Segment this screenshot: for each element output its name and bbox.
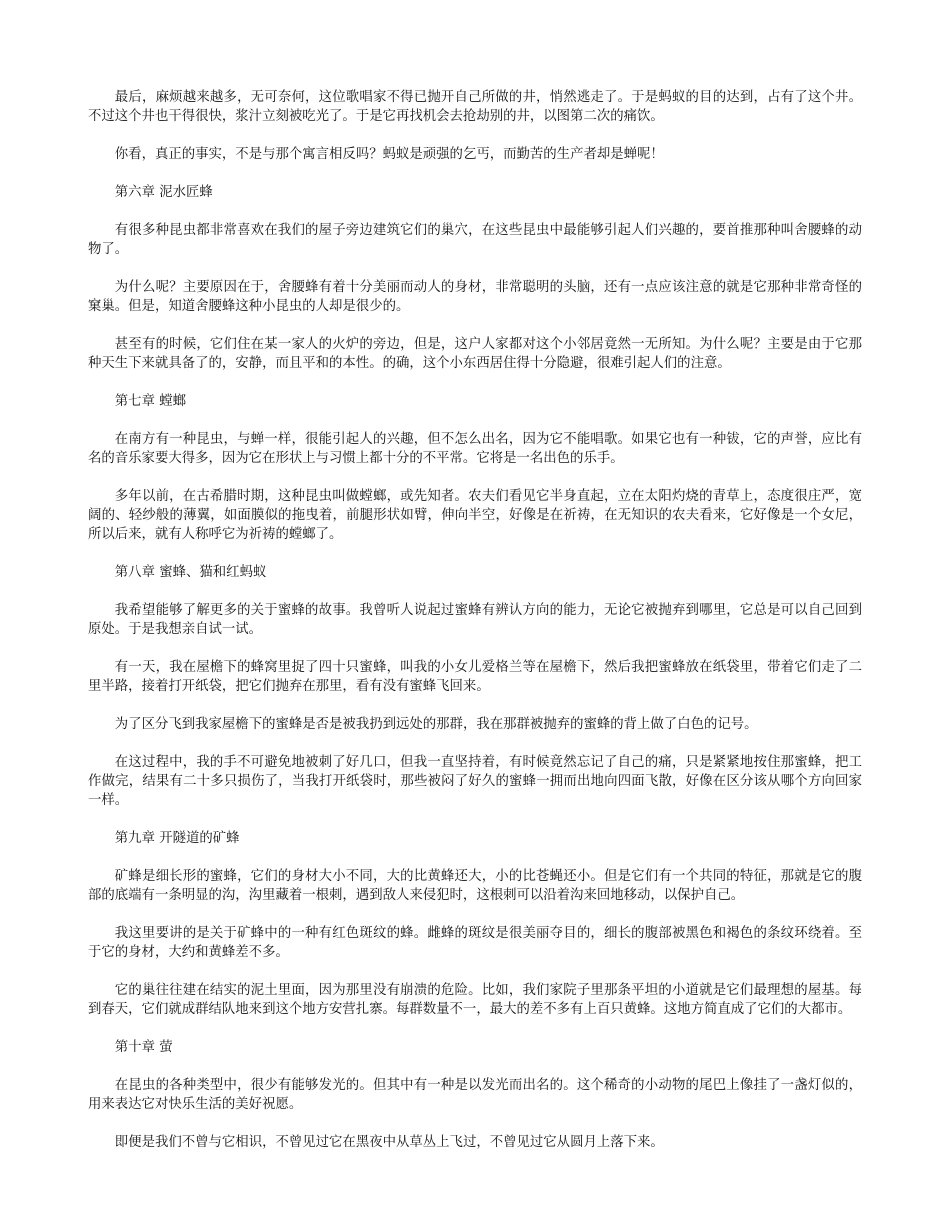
- paragraph: 为什么呢？主要原因在于，舍腰蜂有着十分美丽而动人的身材，非常聪明的头脑，还有一点应该注意的就是它那种非常奇怪的窠巢。但是，知道舍腰蜂这种小昆虫的人却是很少的。: [88, 280, 862, 314]
- paragraph: 为了区分飞到我家屋檐下的蜜蜂是否是被我扔到远处的那群，我在那群被抛弃的蜜蜂的背上做了白色的记号。: [114, 717, 758, 732]
- paragraph: 我希望能够了解更多的关于蜜蜂的故事。我曾听人说起过蜜蜂有辨认方向的能力，无论它被抛弃到哪里，它总是可以自己回到原处。于是我想亲自试一试。: [88, 603, 862, 637]
- paragraph: 即便是我们不曾与它相识，不曾见过它在黑夜中从草丛上飞过，不曾见过它从圆月上落下来。: [114, 1135, 664, 1150]
- paragraph: 最后，麻烦越来越多，无可奈何，这位歌唱家不得已抛开自己所做的井，悄然逃走了。于是蚂蚁的目的达到，占有了这个井。不过这个井也干得很快，浆汁立刻被吃光了。于是它再找机会去抢劫别的井，以图第二次的痛饮。: [88, 90, 862, 124]
- paragraph: 你看，真正的事实，不是与那个寓言相反吗？蚂蚁是顽强的乞丐，而勤苦的生产者却是蝉呢！: [114, 147, 664, 162]
- paragraph: 我这里要讲的是关于矿蜂中的一种有红色斑纹的蜂。雌蜂的斑纹是很美丽夺目的，细长的腹部被黑色和褐色的条纹环绕着。至于它的身材，大约和黄蜂差不多。: [88, 926, 862, 960]
- chapter-heading: 第九章 开隧道的矿蜂: [114, 831, 240, 846]
- paragraph: 多年以前，在古希腊时期，这种昆虫叫做螳螂，或先知者。农夫们看见它半身直起，立在太阳灼烧的青草上，态度很庄严，宽阔的、轻纱般的薄翼，如面膜似的拖曳着，前腿形状如臂，伸向半空，好像是在祈祷，在无知识的农夫看来，它好像是一个女尼，所以后来，就有人称呼它为祈祷的螳螂了。: [88, 489, 862, 542]
- paragraph: 在南方有一种昆虫，与蝉一样，很能引起人的兴趣，但不怎么出名，因为它不能唱歌。如果它也有一种钹，它的声誉，应比有名的音乐家要大得多，因为它在形状上与习惯上都十分的不平常。它将是一名出色的乐手。: [88, 432, 862, 466]
- paragraph: 甚至有的时候，它们住在某一家人的火炉的旁边，但是，这户人家都对这个小邻居竟然一无所知。为什么呢？主要是由于它那种天生下来就具备了的，安静，而且平和的本性。的确，这个小东西居住得十分隐避，很难引起人们的注意。: [88, 337, 862, 371]
- paragraph: 在昆虫的各种类型中，很少有能够发光的。但其中有一种是以发光而出名的。这个稀奇的小动物的尾巴上像挂了一盏灯似的，用来表达它对快乐生活的美好祝愿。: [88, 1078, 862, 1112]
- paragraph: 矿蜂是细长形的蜜蜂，它们的身材大小不同，大的比黄蜂还大，小的比苍蝇还小。但是它们有一个共同的特征，那就是它的腹部的底端有一条明显的沟，沟里藏着一根刺，遇到敌人来侵犯时，这根刺可以沿着沟来回地移动，以保护自己。: [88, 869, 862, 903]
- chapter-heading: 第十章 萤: [114, 1040, 173, 1055]
- paragraph: 有很多种昆虫都非常喜欢在我们的屋子旁边建筑它们的巢穴，在这些昆虫中最能够引起人们兴趣的，要首推那种叫舍腰蜂的动物了。: [88, 223, 862, 257]
- paragraph: 有一天，我在屋檐下的蜂窝里捉了四十只蜜蜂，叫我的小女儿爱格兰等在屋檐下，然后我把蜜蜂放在纸袋里，带着它们走了二里半路，接着打开纸袋，把它们抛弃在那里，看有没有蜜蜂飞回来。: [88, 660, 862, 694]
- chapter-heading: 第七章 螳螂: [114, 394, 187, 409]
- paragraph: 在这过程中，我的手不可避免地被刺了好几口，但我一直坚持着，有时候竟然忘记了自己的痛，只是紧紧地按住那蜜蜂，把工作做完，结果有二十多只损伤了，当我打开纸袋时，那些被闷了好久的蜜蜂一拥而出地向四面飞散，好像在区分该从哪个方向回家一样。: [88, 755, 862, 808]
- document-page: [88, 88, 862, 1171]
- chapter-heading: 第六章 泥水匠蜂: [114, 185, 213, 200]
- paragraph: 它的巢往往建在结实的泥土里面，因为那里没有崩溃的危险。比如，我们家院子里那条平坦的小道就是它们最理想的屋基。每到春天，它们就成群结队地来到这个地方安营扎寨。每群数量不一，最大的差不多有上百只黄蜂。这地方简直成了它们的大都市。: [88, 983, 862, 1017]
- chapter-heading: 第八章 蜜蜂、猫和红蚂蚁: [114, 565, 267, 580]
